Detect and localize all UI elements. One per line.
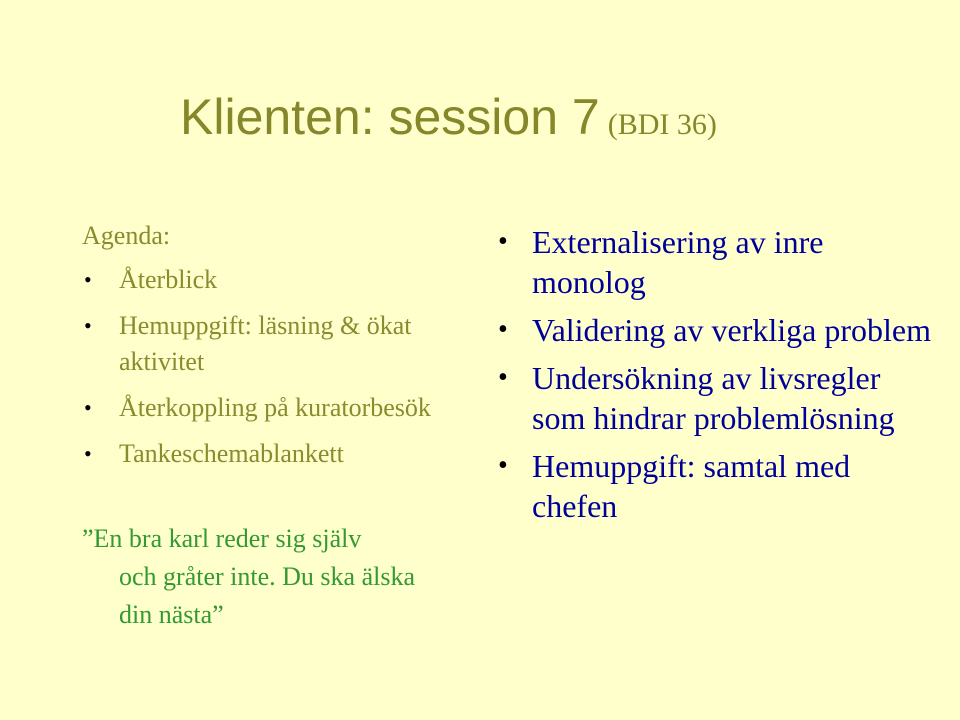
- agenda-item: [82, 262, 452, 298]
- session-point: [498, 222, 938, 302]
- slide-title-main: Klienten: session 7: [180, 89, 600, 145]
- slide-title: [180, 89, 717, 145]
- agenda-item: [82, 308, 452, 380]
- agenda-list: [82, 262, 452, 472]
- session-point: [498, 310, 938, 350]
- agenda-item-text: Tankeschemablankett: [119, 439, 344, 468]
- bullet-icon: •: [498, 362, 508, 393]
- agenda-item: [82, 390, 452, 426]
- bullet-icon: •: [84, 441, 92, 466]
- slide-title-sub: (BDI 36): [607, 108, 717, 141]
- quote: [82, 520, 442, 634]
- quote-rest: och gråter inte. Du ska älska din nästa”: [119, 562, 416, 629]
- bullet-icon: •: [498, 314, 508, 345]
- session-point-text: Hemuppgift: samtal med chefen: [532, 448, 851, 524]
- agenda-label: Agenda:: [82, 221, 171, 250]
- session-point: [498, 358, 938, 438]
- right-column: [498, 222, 938, 534]
- bullet-icon: •: [84, 395, 92, 420]
- session-point-text: Externalisering av inre monolog: [532, 224, 824, 300]
- session-point: [498, 446, 938, 526]
- session-point-text: Validering av verkliga problem: [532, 312, 931, 348]
- session-point-text: Undersökning av livsregler som hindrar problemlösning: [532, 360, 895, 436]
- bullet-icon: •: [498, 226, 508, 257]
- left-column: [82, 218, 452, 482]
- agenda-item-text: Återblick: [119, 265, 218, 294]
- bullet-icon: •: [84, 267, 92, 292]
- agenda-item-text: Hemuppgift: läsning & ökat aktivitet: [119, 311, 412, 376]
- quote-first-line: ”En bra karl reder sig själv: [82, 524, 362, 553]
- bullet-icon: •: [498, 450, 508, 481]
- bullet-icon: •: [84, 313, 92, 338]
- agenda-item: [82, 436, 452, 472]
- agenda-item-text: Återkoppling på kuratorbesök: [119, 393, 431, 422]
- session-points-list: [498, 222, 938, 526]
